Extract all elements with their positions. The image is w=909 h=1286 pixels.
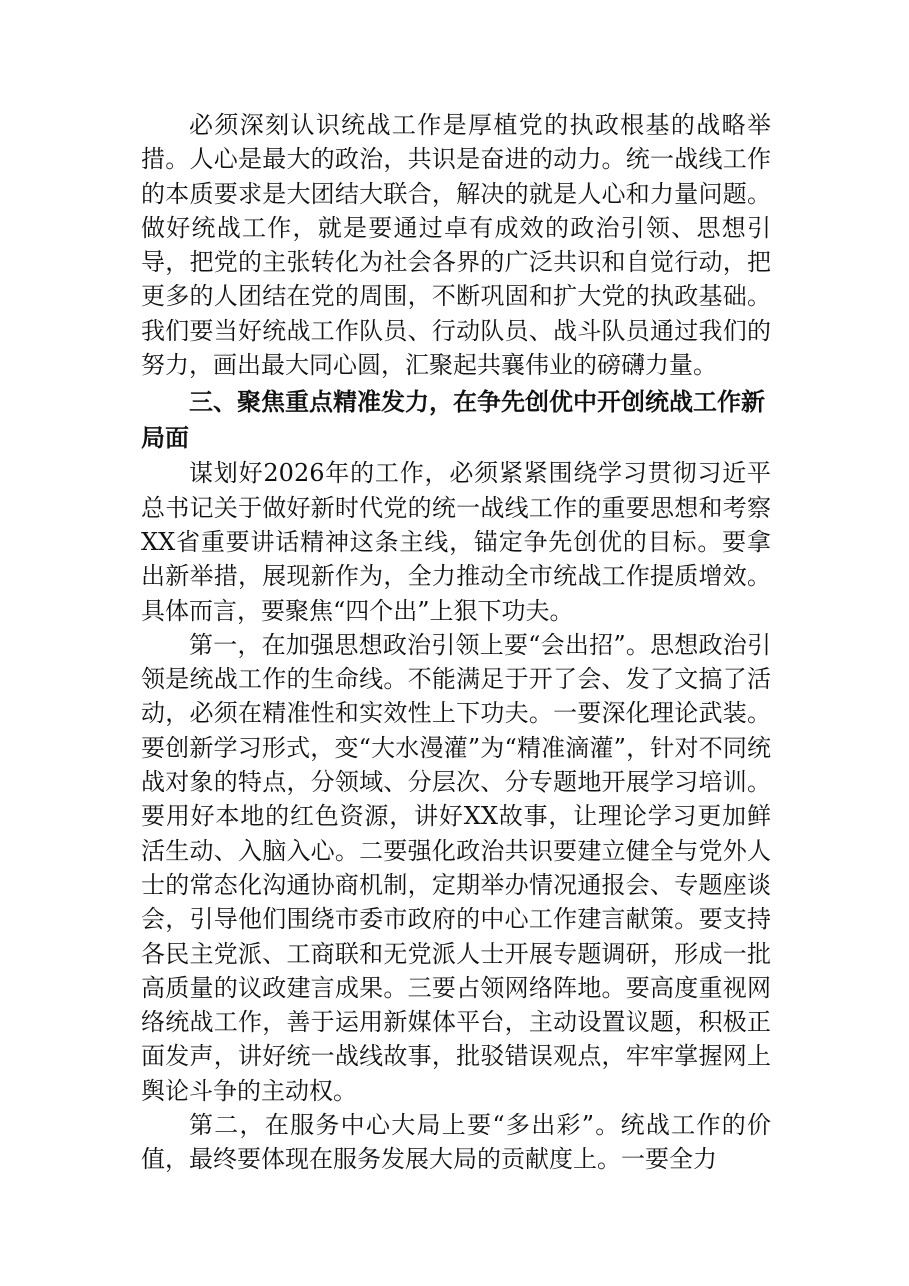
paragraph-second-point: 第二，在服务中心大局上要“多出彩”。统战工作的价值，最终要体现在服务发展大局的贡献度上。一要全力 [141, 1111, 771, 1174]
paragraph-strategic-measure: 必须深刻认识统战工作是厚植党的执政根基的战略举措。人心是最大的政治，共识是奋进的动力。统一战线工作的本质要求是大团结大联合，解决的就是人心和力量问题。做好统战工作，就是要通过卓有成效的政治引领、思想引导，把党的主张转化为社会各界的广泛共识和自觉行动，把更多的人团结在党的周围，不断巩固和扩大党的执政基础。我们要当好统战工作队员、行动队员、战斗队员通过我们的努力，画出最大同心圆，汇聚起共襄伟业的磅礴力量。 [141, 111, 771, 380]
paragraph-first-point: 第一，在加强思想政治引领上要“会出招”。思想政治引领是统战工作的生命线。不能满足于开了会、发了文搞了活动，必须在精准性和实效性上下功夫。一要深化理论武装。要创新学习形式，变“大水漫灌”为“精准滴灌”，针对不同统战对象的特点，分领域、分层次、分专题地开展学习培训。要用好本地的红色资源，讲好XX故事，让理论学习更加鲜活生动、入脑入心。二要强化政治共识要建立健全与党外人士的常态化沟通协商机制，定期举办情况通报会、专题座谈会，引导他们围绕市委市政府的中心工作建言献策。要支持各民主党派、工商联和无党派人士开展专题调研，形成一批高质量的议政建言成果。三要占领网络阵地。要高度重视网络统战工作，善于运用新媒体平台，主动设置议题，积极正面发声，讲好统一战线故事，批驳错误观点，牢牢掌握网上舆论斗争的主动权。 [141, 630, 771, 1105]
section-heading-three: 三、聚焦重点精准发力，在争先创优中开创统战工作新局面 [141, 388, 765, 453]
document-body [141, 108, 771, 1177]
paragraph-work-plan-2026: 谋划好2026年的工作，必须紧紧围绕学习贯彻习近平总书记关于做好新时代党的统一战线工作的重要思想和考察XX省重要讲话精神这条主线，锚定争先创优的目标。要拿出新举措，展现新作为，全力推动全市统战工作提质增效。具体而言，要聚焦“四个出”上狠下功夫。 [141, 459, 771, 625]
